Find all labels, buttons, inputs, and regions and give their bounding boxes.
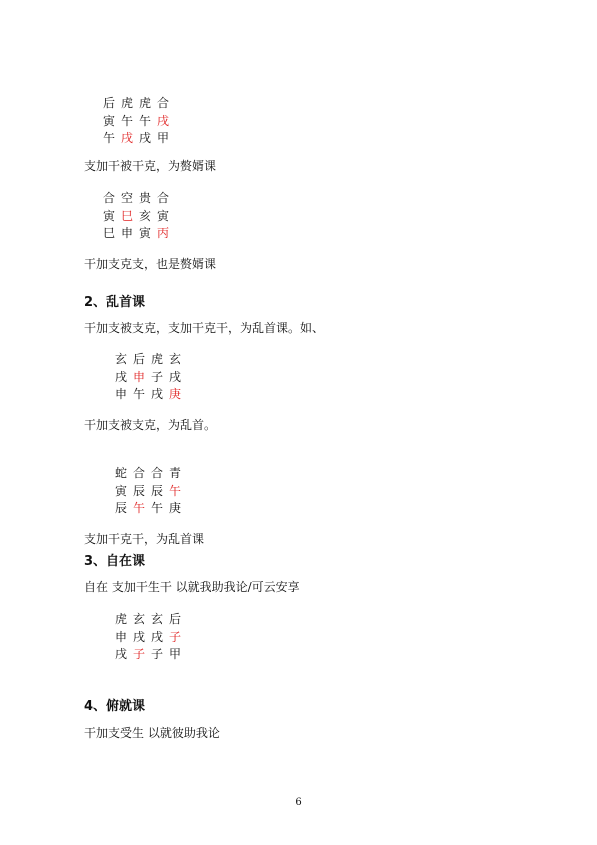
grid-row (115, 611, 187, 629)
grid-row (115, 500, 187, 518)
grid-cell-highlighted: 午 (169, 483, 182, 498)
text-zhuixu-2: 干加支克支，也是赘婿课 (84, 257, 217, 271)
grid-cell-highlighted: 戌 (157, 113, 170, 128)
grid-cell-highlighted: 庚 (169, 387, 182, 401)
grid-cell: 寅 (103, 208, 116, 223)
text-fujiu: 干加支受生 以就彼助我论 (84, 726, 220, 740)
text-luanshou-2: 支加干克干，为乱首课 (84, 532, 205, 546)
grid-row (103, 190, 175, 208)
text-zhuixu-1: 支加干被干克，为赘婿课 (84, 159, 217, 173)
grid-cell: 午 (151, 501, 164, 515)
grid-cell: 虎 (115, 612, 128, 626)
grid-row (115, 483, 187, 501)
grid-cell: 戌 (151, 629, 164, 644)
grid-cell: 戌 (115, 647, 128, 661)
text-luanshou-1: 干加支被支克，为乱首。 (84, 418, 217, 432)
grid-row (115, 629, 187, 647)
grid-cell: 午 (133, 387, 146, 401)
grid-cell: 合 (157, 96, 170, 110)
grid-cell: 玄 (151, 612, 164, 626)
grid-cell: 子 (151, 647, 164, 661)
grid-cell: 合 (157, 191, 170, 205)
grid-row (115, 351, 187, 369)
lesson-grid-3 (115, 351, 187, 404)
grid-row (103, 130, 175, 148)
grid-cell-highlighted: 午 (133, 501, 146, 515)
grid-cell: 贵 (139, 191, 152, 205)
grid-cell: 寅 (103, 113, 116, 128)
grid-cell: 午 (139, 113, 152, 128)
grid-cell: 亥 (139, 208, 152, 223)
grid-cell: 玄 (115, 352, 128, 366)
grid-cell: 申 (121, 226, 134, 240)
grid-cell: 合 (103, 191, 116, 205)
lesson-grid-4 (115, 465, 187, 518)
grid-cell: 虎 (139, 96, 152, 110)
grid-cell: 申 (115, 629, 128, 644)
grid-cell: 蛇 (115, 466, 128, 480)
grid-cell-highlighted: 子 (169, 629, 182, 644)
grid-cell: 庚 (169, 501, 182, 515)
lesson-grid-1 (103, 95, 175, 148)
grid-cell: 甲 (169, 647, 182, 661)
grid-cell: 巳 (103, 226, 116, 240)
grid-cell-highlighted: 戌 (121, 131, 134, 145)
grid-row (103, 113, 175, 131)
grid-cell: 寅 (115, 483, 128, 498)
heading-luanshou: 2、乱首课 (84, 295, 146, 310)
grid-cell: 合 (133, 466, 146, 480)
grid-cell: 玄 (133, 612, 146, 626)
grid-cell: 戌 (151, 387, 164, 401)
grid-cell: 午 (103, 131, 116, 145)
grid-cell: 戌 (133, 629, 146, 644)
grid-row (103, 95, 175, 113)
grid-cell: 后 (103, 96, 116, 110)
lesson-grid-2 (103, 190, 175, 243)
text-zizai: 自在 支加干生干 以就我助我论/可云安享 (84, 580, 300, 594)
page-number: 6 (295, 797, 302, 808)
grid-cell: 虎 (121, 96, 134, 110)
lesson-grid-5 (115, 611, 187, 664)
grid-cell-highlighted: 丙 (157, 226, 170, 240)
grid-cell: 空 (121, 191, 134, 205)
grid-cell: 戌 (139, 131, 152, 145)
heading-fujiu: 4、俯就课 (84, 699, 146, 714)
grid-row (103, 208, 175, 226)
grid-cell: 寅 (157, 208, 170, 223)
grid-cell: 辰 (151, 483, 164, 498)
grid-cell-highlighted: 申 (133, 369, 146, 384)
grid-row (115, 646, 187, 664)
grid-cell: 合 (151, 466, 164, 480)
grid-cell: 后 (133, 352, 146, 366)
grid-cell: 辰 (115, 501, 128, 515)
grid-cell: 青 (169, 466, 182, 480)
grid-cell: 子 (151, 369, 164, 384)
grid-cell: 寅 (139, 226, 152, 240)
grid-cell-highlighted: 子 (133, 647, 146, 661)
grid-cell: 后 (169, 612, 182, 626)
text-luanshou-intro: 干加支被支克，支加干克干，为乱首课。如、 (84, 321, 325, 335)
grid-cell: 辰 (133, 483, 146, 498)
grid-cell: 戌 (169, 369, 182, 384)
grid-cell: 甲 (157, 131, 170, 145)
grid-row (115, 465, 187, 483)
grid-cell: 午 (121, 113, 134, 128)
grid-cell: 虎 (151, 352, 164, 366)
grid-cell: 戌 (115, 369, 128, 384)
grid-cell: 申 (115, 387, 128, 401)
grid-row (103, 225, 175, 243)
grid-cell: 玄 (169, 352, 182, 366)
grid-cell-highlighted: 巳 (121, 208, 134, 223)
grid-row (115, 386, 187, 404)
grid-row (115, 369, 187, 387)
heading-zizai: 3、自在课 (84, 554, 146, 569)
